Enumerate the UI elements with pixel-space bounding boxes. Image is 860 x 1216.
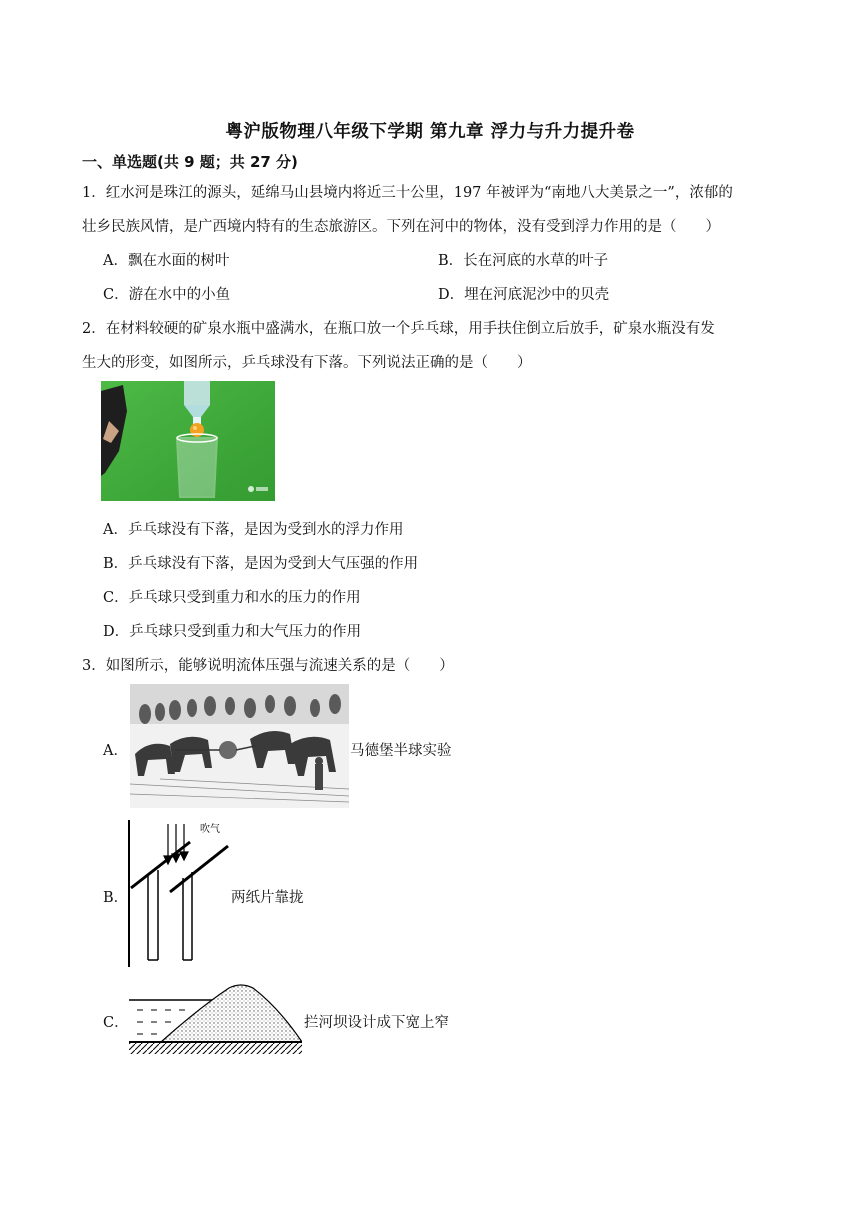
q1-option-c: C．游在水中的小鱼 [103, 287, 231, 303]
q3-option-a-letter: A． [103, 743, 128, 759]
q2-option-d: D．乒乓球只受到重力和大气压力的作用 [103, 624, 362, 640]
q3-option-b-figure-label: 吹气 [200, 824, 220, 835]
q1-option-a: A．飘在水面的树叶 [103, 253, 230, 269]
q2-stem-line2: 生大的形变，如图所示，乒乓球没有下落。下列说法正确的是（ ） [82, 355, 532, 371]
q3-option-b-letter: B． [103, 890, 129, 906]
q1-option-d: D．埋在河底泥沙中的贝壳 [438, 287, 610, 303]
q2-stem-line1: 2．在材料较硬的矿泉水瓶中盛满水，在瓶口放一个乒乓球，用手扶住倒立后放手，矿泉水瓶没有发 [82, 321, 715, 337]
q3-option-a-caption: 马德堡半球实验 [350, 743, 452, 759]
q1-option-b: B．长在河底的水草的叶子 [438, 253, 609, 269]
q3-option-c-image-dam [129, 978, 302, 1054]
q2-option-b: B．乒乓球没有下落，是因为受到大气压强的作用 [103, 556, 419, 572]
page-title: 粤沪版物理八年级下学期 第九章 浮力与升力提升卷 [225, 122, 635, 142]
section-heading: 一、单选题(共 9 题；共 27 分) [82, 153, 298, 171]
q2-option-c: C．乒乓球只受到重力和水的压力的作用 [103, 590, 361, 606]
q1-stem-line2: 壮乡民族风情，是广西境内特有的生态旅游区。下列在河中的物体，没有受到浮力作用的是（ ） [82, 219, 720, 235]
q3-option-c-letter: C． [103, 1015, 129, 1031]
q3-stem: 3．如图所示，能够说明流体压强与流速关系的是（ ） [82, 658, 454, 674]
q3-option-b-caption: 两纸片靠拢 [231, 890, 304, 906]
q1-stem-line1: 1．红水河是珠江的源头，延绵马山县境内将近三十公里，197 年被评为“南地八大美景之一”，浓郁的 [82, 185, 733, 201]
q3-option-a-image-magdeburg [130, 684, 349, 808]
q3-option-b-image-paper-strips [128, 820, 233, 967]
q2-option-a: A．乒乓球没有下落，是因为受到水的浮力作用 [103, 522, 404, 538]
q2-photo-bottle-pingpong [101, 381, 275, 501]
q3-option-c-caption: 拦河坝设计成下宽上窄 [304, 1015, 449, 1031]
